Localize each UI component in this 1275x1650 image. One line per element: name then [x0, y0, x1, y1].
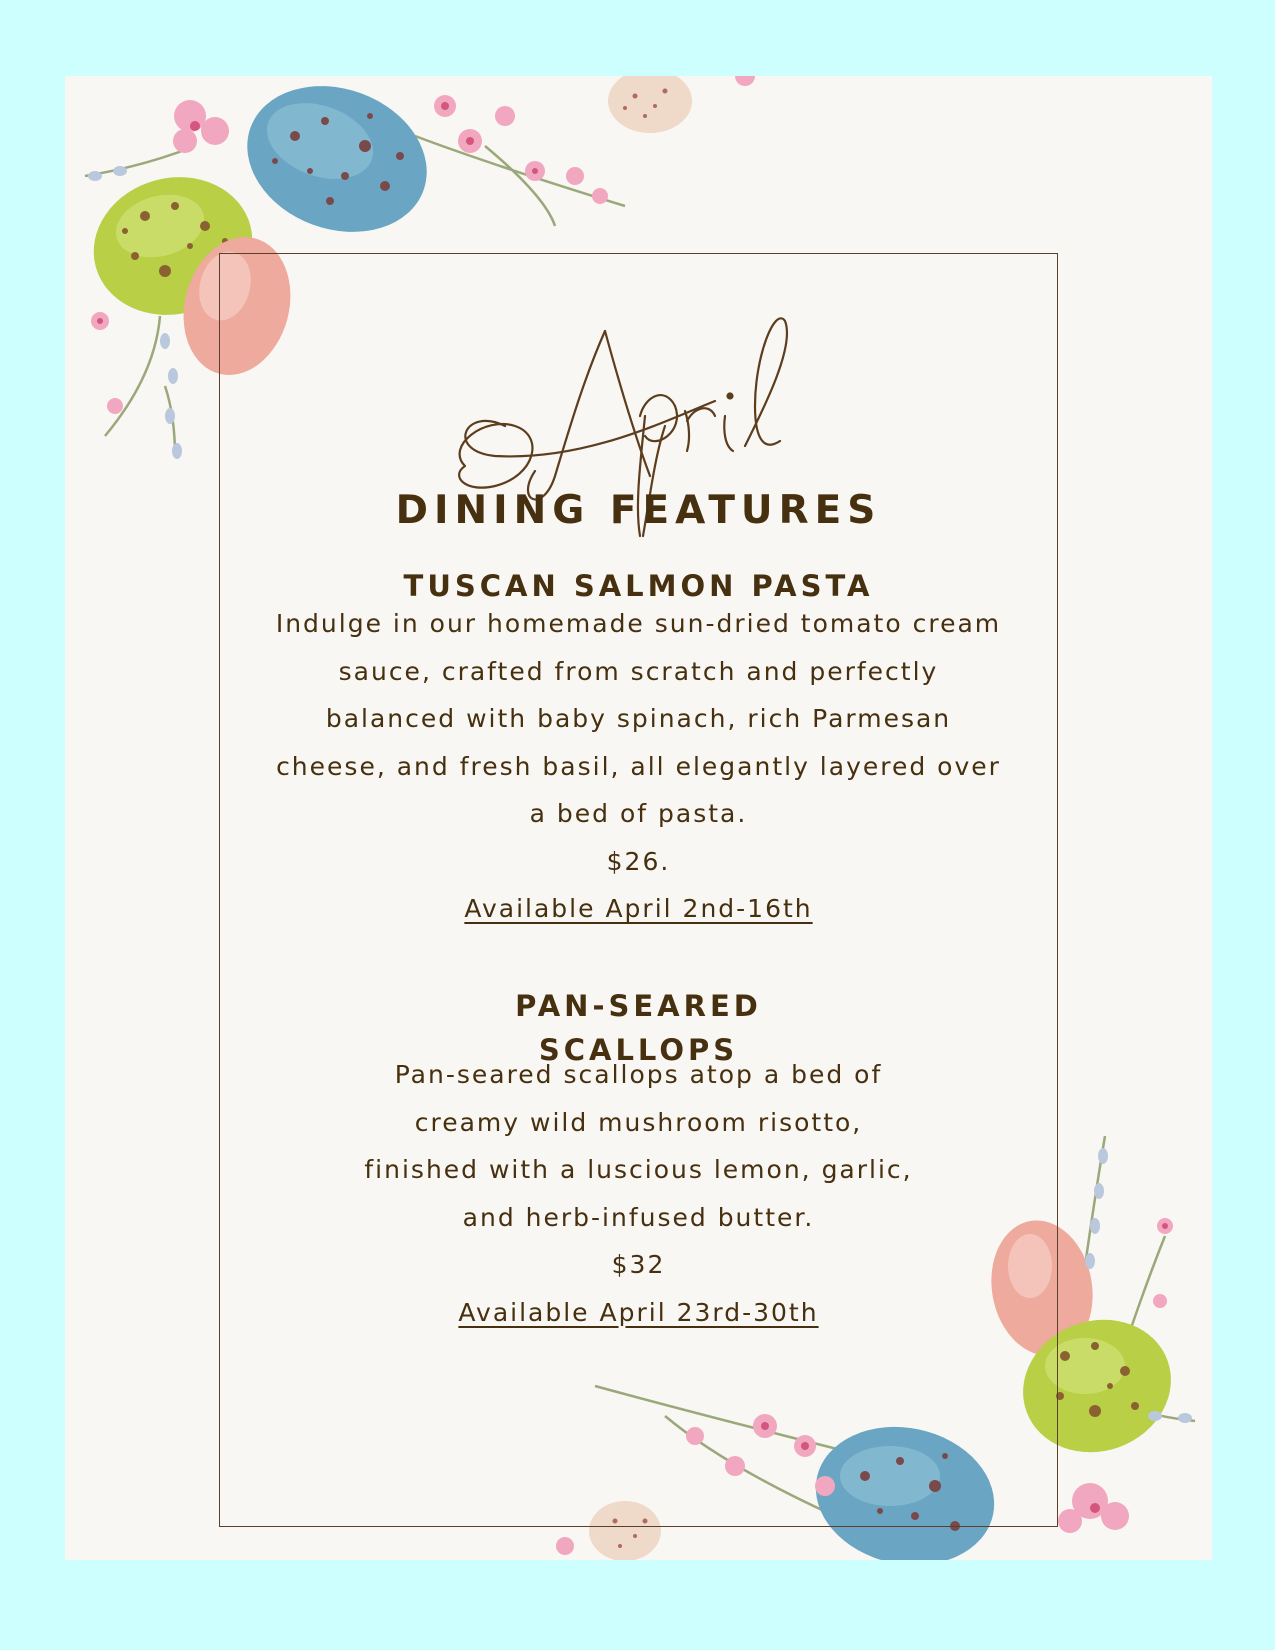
- description-line: balanced with baby spinach, rich Parmesan: [325, 704, 952, 733]
- page-title: DINING FEATURES: [395, 488, 882, 533]
- menu-item-title-line: TUSCAN SALMON PASTA: [403, 569, 874, 603]
- description-line: creamy wild mushroom risotto,: [414, 1107, 863, 1137]
- description-line: sauce, crafted from scratch and perfectly: [338, 656, 939, 686]
- menu-item-description: [65, 600, 1212, 933]
- speckled-easter-egg-icon: [227, 76, 448, 256]
- speckled-easter-egg-icon: [608, 76, 692, 133]
- menu-item-description: [65, 1051, 1212, 1336]
- menu-item-title-line: SCALLOPS: [538, 1033, 739, 1067]
- description-line: and herb-infused butter.: [462, 1202, 815, 1232]
- menu-item-price: $26.: [606, 846, 671, 876]
- description-line: Indulge in our homemade sun-dried tomato cream: [275, 609, 1002, 638]
- description-line: a bed of pasta.: [529, 799, 748, 828]
- menu-item-title-line: PAN-SEARED: [515, 989, 762, 1023]
- menu-item-price: $32: [611, 1250, 666, 1279]
- menu-item-availability: Available April 23rd-30th: [458, 1297, 819, 1327]
- description-line: Pan-seared scallops atop a bed of: [394, 1060, 883, 1089]
- description-line: cheese, and fresh basil, all elegantly layered over: [276, 751, 1001, 781]
- description-line: finished with a luscious lemon, garlic,: [364, 1155, 913, 1184]
- menu-card: [65, 76, 1212, 1560]
- menu-item-availability: Available April 2nd-16th: [464, 894, 813, 923]
